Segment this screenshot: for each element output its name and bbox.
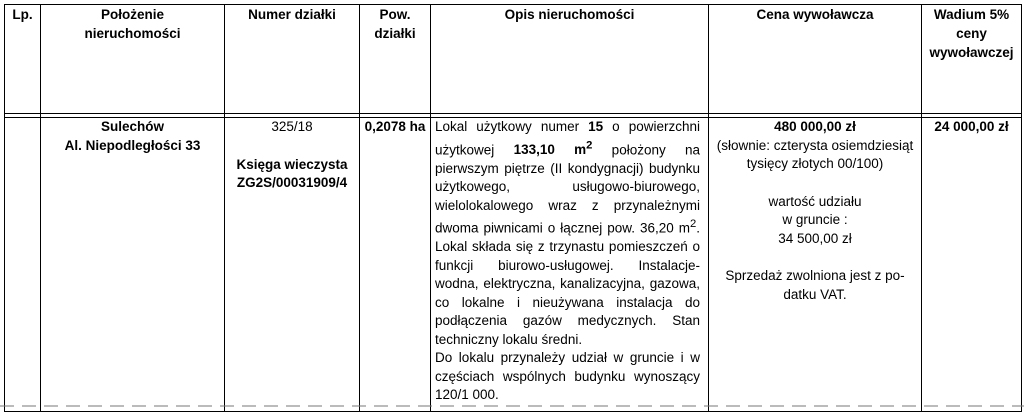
land-register-number: ZG2S/00031909/4 xyxy=(236,175,348,190)
description-paragraph-2: Do lokalu przynależy udział w gruncie i w częściach wspólnych budynku wynoszący 120/1 000. xyxy=(435,350,700,402)
cropped-text-line xyxy=(0,403,1024,408)
header-deposit: Wadium 5% ceny wywoławczej xyxy=(922,5,1022,114)
header-lp: Lp. xyxy=(5,5,41,114)
cell-deposit: 24 000,00 zł xyxy=(922,118,1022,412)
header-price: Cena wywoławcza xyxy=(709,5,922,114)
cell-price: 480 000,00 zł (słownie: czterysta osiemdziesiąt tysięcy złotych 00/100) wartość udziału w gruncie : 34 500,00 zł Sprzedaż zwolniona jest z po- datku VAT. xyxy=(709,118,922,412)
header-description: Opis nieruchomości xyxy=(431,5,709,114)
price-amount: 480 000,00 zł xyxy=(774,119,856,134)
cell-lp xyxy=(5,118,41,412)
share-amount: 34 500,00 zł xyxy=(778,230,852,246)
description-paragraph-1: Lokal użytkowy numer 15 o powierzchni użytkowej 133,10 $m^2$ położony na pierwszym piętrze (II kondygnacji) budynku użytkowego, usługowo-biurowego, wielolokalowego wraz z przynależnymi dwoma piwnicami o łącznej pow. 36,20 $m^2$. Lokal składa się z trzynastu pomieszczeń o funkcji biurowo-usługowej. Instalacje- wodna, elektryczna, kanalizacyjna, gazowa, co lokalne i nieużywana instalacja do podłączenia gazów medycznych. Stan techniczny lokalu średni. xyxy=(435,119,701,347)
cell-area: 0,2078 ha xyxy=(360,118,431,412)
property-table xyxy=(4,4,1022,412)
land-register-label: Księga wieczysta xyxy=(236,156,348,172)
table-header-row xyxy=(5,5,1022,114)
cell-location: Sulechów Al. Niepodległości 33 xyxy=(41,118,225,412)
plot-number: 325/18 xyxy=(271,119,313,134)
cell-plot-number xyxy=(225,118,360,412)
header-location: Położenie nieruchomości xyxy=(41,5,225,114)
header-plot-number: Numer działki xyxy=(225,5,360,114)
table-row xyxy=(5,118,1022,412)
header-area: Pow. działki xyxy=(360,5,431,114)
cell-description xyxy=(431,118,709,412)
